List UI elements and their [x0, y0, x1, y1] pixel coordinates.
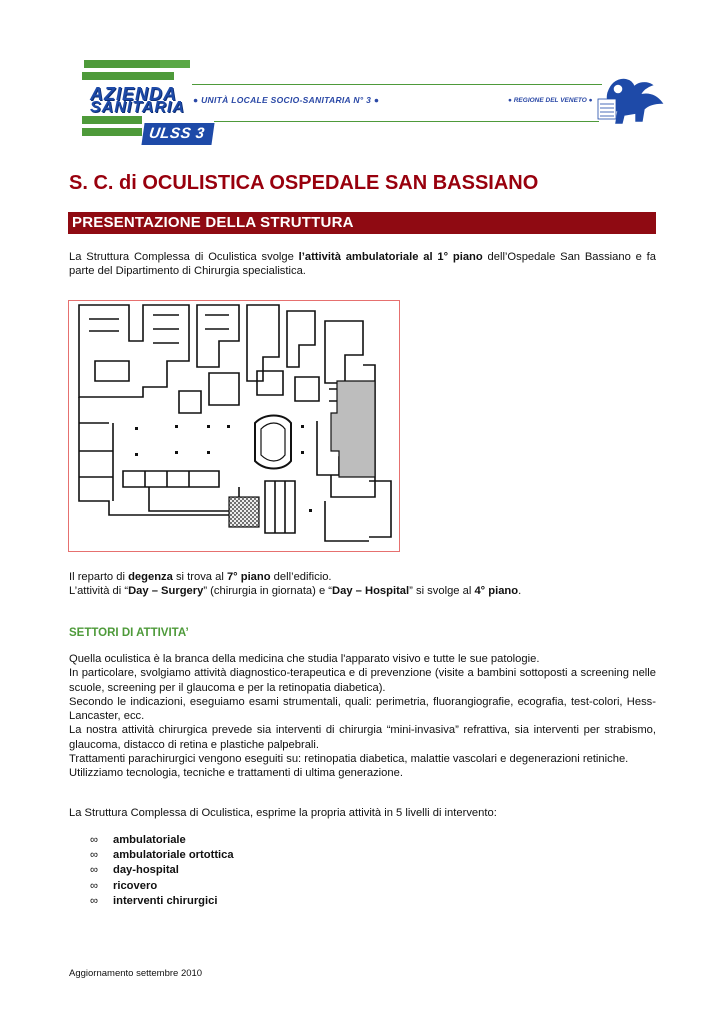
unit-name: ● UNITÀ LOCALE SOCIO-SANITARIA N° 3 ●	[193, 95, 380, 105]
letterhead	[0, 0, 724, 160]
levels-list	[90, 833, 234, 909]
section-heading-presentation: PRESENTAZIONE DELLA STRUTTURA	[68, 212, 656, 234]
list-item: ∞ ricovero	[90, 879, 158, 892]
list-item: ∞ ambulatoriale	[90, 834, 186, 846]
activities-paragraph: Secondo le indicazioni, eseguiamo esami strumentali, quali: perimetria, fluorangiografie, ecografia, test-colori, Hess-Lancaster, ecc.	[69, 695, 656, 723]
activities-paragraph: Quella oculistica è la branca della medicina che studia l'apparato visivo e tutte le sue patologie.	[69, 653, 540, 665]
list-item: ∞ interventi chirurgici	[90, 894, 218, 907]
intro-paragraph: La Struttura Complessa di Oculistica svolge l’attività ambulatoriale al 1° piano dell’Ospedale San Bassiano e fa parte del Dipartimento di Chirurgia specialistica.	[69, 251, 656, 278]
header-rule	[192, 84, 602, 85]
activities-paragraph: La nostra attività chirurgica prevede sia interventi di chirurgia “mini-invasiva” refrattiva, sia interventi per strabismo, glaucoma, distacco di retina e plastiche palpebrali.	[69, 724, 656, 751]
ward-location: Il reparto di degenza si trova al 7° piano dell’edificio. L’attività di “Day – Surgery” (chirurgia in giornata) e “Day – Hospital” si svolge al 4° piano.	[69, 571, 522, 598]
activities-paragraph: In particolare, svolgiamo attività diagnostico-terapeutica e di prevenzione (visite a bambini sottoposti a screening nelle scuole, screening per il glaucoma e per la retinopatia diabetica).	[69, 667, 656, 694]
winged-lion-icon	[594, 75, 670, 127]
page-title: S. C. di OCULISTICA OSPEDALE SAN BASSIANO	[69, 172, 539, 194]
list-item: ∞ ambulatoriale ortottica	[90, 849, 234, 862]
update-note: Aggiornamento settembre 2010	[69, 968, 203, 979]
header-rule-bottom	[214, 121, 599, 122]
activities-paragraph: Trattamenti parachirurgici vengono eseguiti su: retinopatia diabetica, malattie vascolari e degenerazioni retiniche.	[69, 753, 629, 766]
list-item: ∞ day-hospital	[90, 864, 179, 877]
section-heading-activities: SETTORI DI ATTIVITA’	[69, 627, 189, 639]
logo-sanitaria: SANITARIA	[90, 99, 185, 116]
floor-plan-figure	[68, 300, 400, 552]
region-name: ● REGIONE DEL VENETO ●	[508, 97, 593, 104]
ulss-badge: ULSS 3	[141, 123, 214, 145]
logo-azienda: AZIENDA	[90, 84, 177, 104]
activities-text	[69, 652, 656, 781]
floor-plan	[69, 301, 399, 551]
activities-paragraph: Utilizziamo tecnologia, tecniche e trattamenti di ultima generazione.	[69, 767, 403, 780]
levels-intro: La Struttura Complessa di Oculistica, esprime la propria attività in 5 livelli di intervento:	[69, 807, 497, 819]
